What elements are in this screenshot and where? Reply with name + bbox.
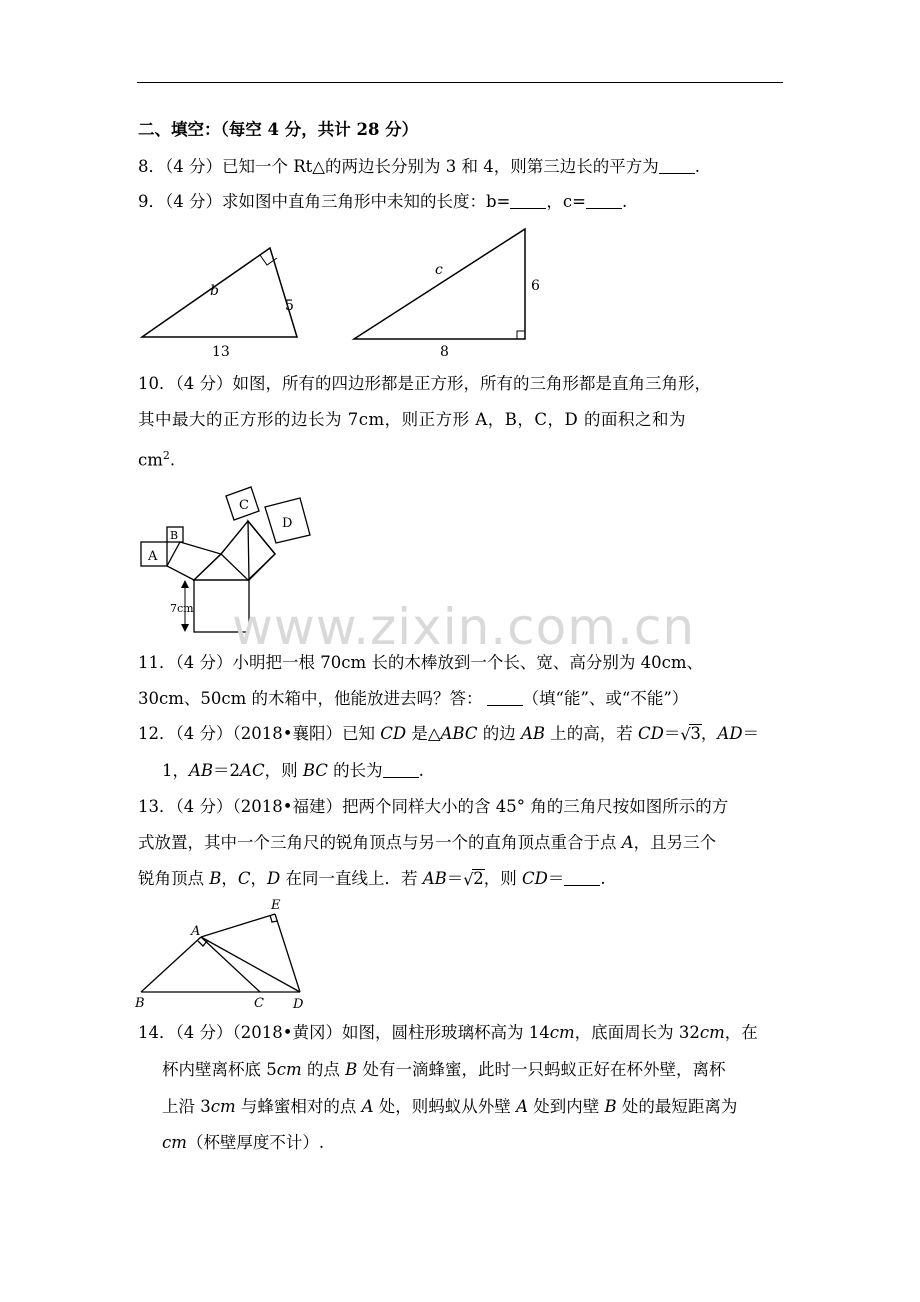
label-B: B xyxy=(170,529,179,542)
question-14-line-3: 上沿 3cm 与蜂蜜相对的点 A 处，则蚂蚁从外壁 A 处到内壁 B 处的最短距离为 xyxy=(162,1097,738,1116)
question-10-line-3: $cm^2$. xyxy=(138,449,176,470)
sqrt-3: √ 3 xyxy=(680,724,701,744)
answer-blank-c[interactable] xyxy=(586,192,622,209)
question-13-line-3: 锐角顶点 B，C，D 在同一直线上．若 AB＝ √ 2，则 CD＝ . xyxy=(138,869,606,889)
label-D: D xyxy=(293,997,304,1012)
label-5: 5 xyxy=(285,298,294,314)
line-BA xyxy=(141,937,201,992)
question-11-line-1: 11．（4 分）小明把一根 70cm 长的木棒放到一个长、宽、高分别为 40cm、 xyxy=(138,653,703,672)
answer-blank[interactable] xyxy=(383,761,419,778)
label-b: b xyxy=(210,283,219,299)
arrow-up xyxy=(181,580,189,588)
top-rule xyxy=(137,82,783,83)
question-10-line-1: 10．（4 分）如图，所有的四边形都是正方形，所有的三角形都是直角三角形， xyxy=(138,374,711,393)
left-square xyxy=(167,542,221,580)
question-12-line-1: 12．（4 分）（2018•襄阳）已知 CD 是△ABC 的边 AB 上的高，若 CD＝ √ 3，AD＝ xyxy=(138,724,760,744)
right-angle-mark xyxy=(517,331,525,339)
figure-q9 xyxy=(130,222,550,362)
answer-blank[interactable] xyxy=(564,869,600,886)
label-A: A xyxy=(148,549,158,564)
question-8: 8．（4 分）已知一个 Rt△的两边长分别为 3 和 4，则第三边长的平方为 . xyxy=(138,157,700,176)
question-14-line-4: cm（杯壁厚度不计）. xyxy=(162,1133,325,1152)
answer-blank[interactable] xyxy=(659,157,695,174)
triangle-right xyxy=(354,229,525,339)
label-8: 8 xyxy=(440,344,449,360)
label-E: E xyxy=(271,898,281,913)
figure-q13 xyxy=(135,895,320,1040)
label-C: C xyxy=(239,498,249,513)
right-triangle xyxy=(248,521,275,580)
label-A: A xyxy=(191,924,201,939)
label-D: D xyxy=(282,516,293,531)
sqrt-2: √ 2 xyxy=(463,869,484,889)
watermark: www.zixin.com.cn xyxy=(232,598,696,656)
label-c: c xyxy=(435,262,443,278)
label-C: C xyxy=(254,996,264,1011)
middle-structure xyxy=(194,521,275,580)
answer-blank-b[interactable] xyxy=(510,192,546,209)
section-title: 二、填空：（每空 4 分，共计 28 分） xyxy=(138,120,419,139)
question-11-line-2: 30cm、50cm 的木箱中，他能放进去吗？答： （填“能”、或“不能”） xyxy=(138,689,689,708)
label-7cm: 7cm xyxy=(170,602,194,615)
arrow-down xyxy=(181,624,189,632)
question-14-line-2: 杯内壁离杯底 5cm 的点 B 处有一滴蜂蜜，此时一只蚂蚁正好在杯外壁，离杯 xyxy=(162,1060,726,1079)
question-12-line-2: 1，AB＝2AC，则 BC 的长为 . xyxy=(162,761,424,780)
line-AE xyxy=(201,914,275,937)
label-6: 6 xyxy=(531,278,540,294)
label-13: 13 xyxy=(212,344,230,360)
triangle-left xyxy=(142,248,297,337)
question-9: 9．（4 分）求如图中直角三角形中未知的长度：b= ，c= . xyxy=(138,192,628,211)
answer-blank[interactable] xyxy=(487,689,523,706)
question-13-line-1: 13．（4 分）（2018•福建）把两个同样大小的含 45° 角的三角尺按如图所示的方 xyxy=(138,797,729,816)
question-10-line-2: 其中最大的正方形的边长为 7cm，则正方形 A，B，C，D 的面积之和为 xyxy=(138,410,687,429)
question-13-line-2: 式放置，其中一个三角尺的锐角顶点与另一个的直角顶点重合于点 A，且另三个 xyxy=(138,833,717,852)
label-B: B xyxy=(135,996,145,1011)
question-14-line-1: 14．（4 分）（2018•黄冈）如图，圆柱形玻璃杯高为 14cm，底面周长为 32cm，在 xyxy=(138,1023,758,1042)
